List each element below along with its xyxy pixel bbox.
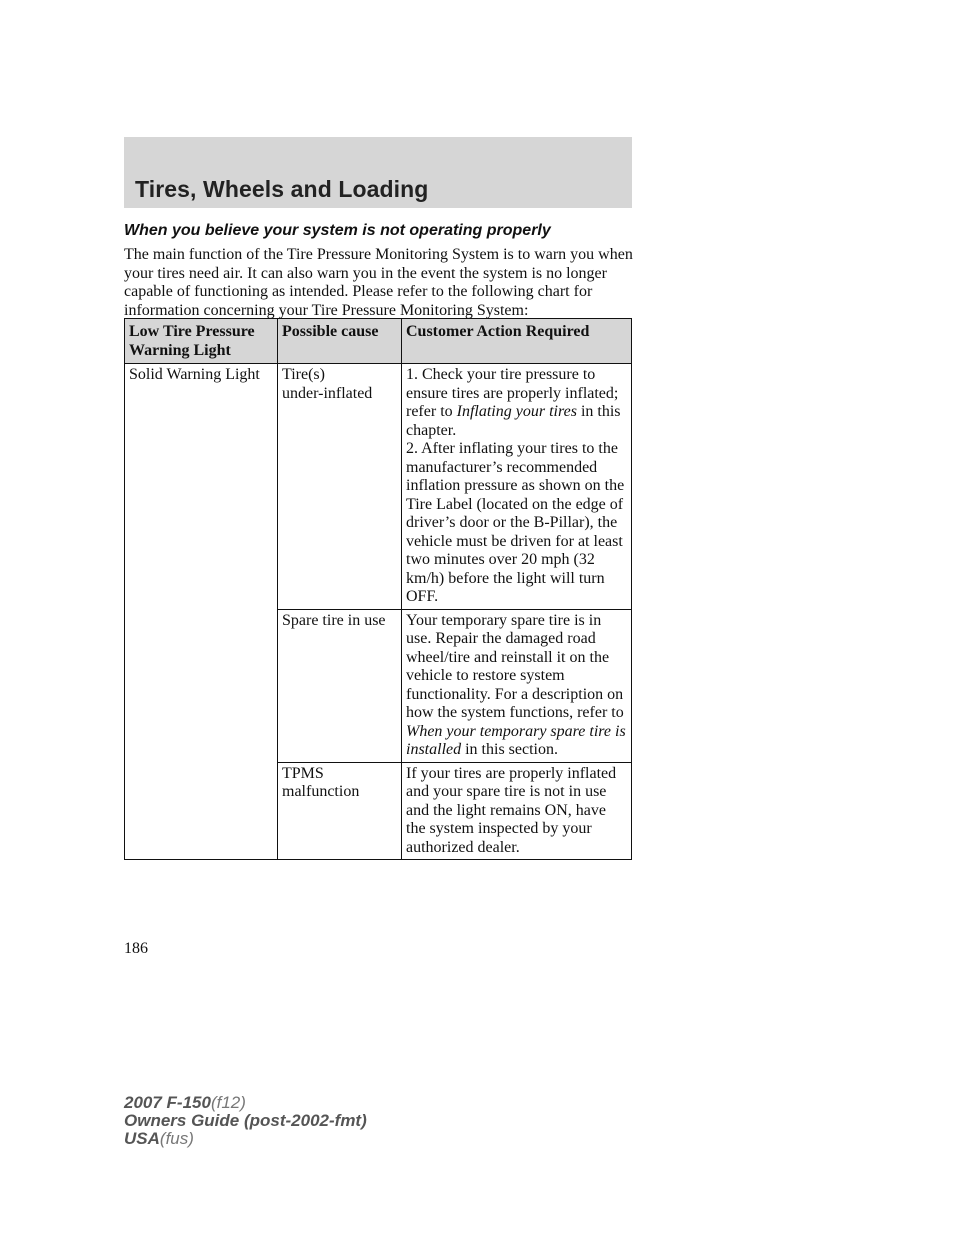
action-step-1 — [406, 366, 627, 440]
action-cell — [402, 364, 632, 610]
cause-line: TPMS — [282, 764, 324, 782]
action-step-2: 2. After inflating your tires to the manufacturer’s recommended inflation pressure as shown on the Tire Label (located on the edge of driver’s door or the B-Pillar), the vehicle must be driven for at least two minutes over 20 mph (32 km/h) before the light will turn OFF. — [406, 440, 625, 605]
table-row — [125, 364, 632, 610]
action-text: 1. Check your tire pressure to ensure tires are properly inflated; refer to — [406, 366, 619, 420]
cause-line: malfunction — [282, 783, 360, 800]
footer-guide: Owners Guide (post-2002-fmt) — [124, 1111, 367, 1130]
cause-line: under-inflated — [282, 384, 373, 402]
footer-market: USA — [124, 1129, 160, 1148]
intro-paragraph: The main function of the Tire Pressure Monitoring System is to warn you when your tires need air. It can also warn you in the event the system is no longer capable of functioning as intended. Please refer to the following chart for information concerning your Tire Pressure Monitoring System: — [124, 246, 633, 319]
cause-cell — [278, 364, 402, 610]
header-warning-light: Low Tire Pressure Warning Light — [125, 319, 278, 364]
cause-cell: Spare tire in use — [278, 609, 402, 762]
footer-line-1 — [124, 1094, 367, 1112]
action-cell — [402, 609, 632, 762]
action-cell: If your tires are properly inflated and your spare tire is not in use and the light remains ON, have the system inspected by your authorized dealer. — [402, 762, 632, 860]
tpms-chart-table — [124, 318, 632, 860]
action-text: Your temporary spare tire is in use. Repair the damaged road wheel/tire and reinstall it on the vehicle to restore system functionality. For a description on how the system functions, refer to — [406, 611, 624, 721]
header-possible-cause: Possible cause — [278, 319, 402, 364]
subheading: When you believe your system is not operating properly — [124, 222, 551, 239]
footer-line-3 — [124, 1130, 367, 1148]
footer-model: 2007 F-150 — [124, 1093, 211, 1112]
table-header-row — [125, 319, 632, 364]
footer-code: (f12) — [210, 1093, 246, 1112]
cross-reference: Inflating your tires — [456, 403, 577, 420]
action-text: in this chapter. — [406, 403, 621, 439]
footer-market-code: (fus) — [159, 1129, 194, 1148]
action-text: in this section. — [461, 741, 558, 758]
section-title: Tires, Wheels and Loading — [135, 176, 429, 202]
cause-line: Tire(s) — [282, 366, 325, 383]
cross-reference: When your temporary spare tire is installed — [406, 722, 626, 758]
page-number: 186 — [124, 940, 148, 957]
footer-line-2 — [124, 1112, 367, 1130]
footer — [124, 1094, 367, 1148]
warning-light-cell: Solid Warning Light — [125, 364, 278, 860]
cause-cell — [278, 762, 402, 860]
header-action-required: Customer Action Required — [402, 319, 632, 364]
